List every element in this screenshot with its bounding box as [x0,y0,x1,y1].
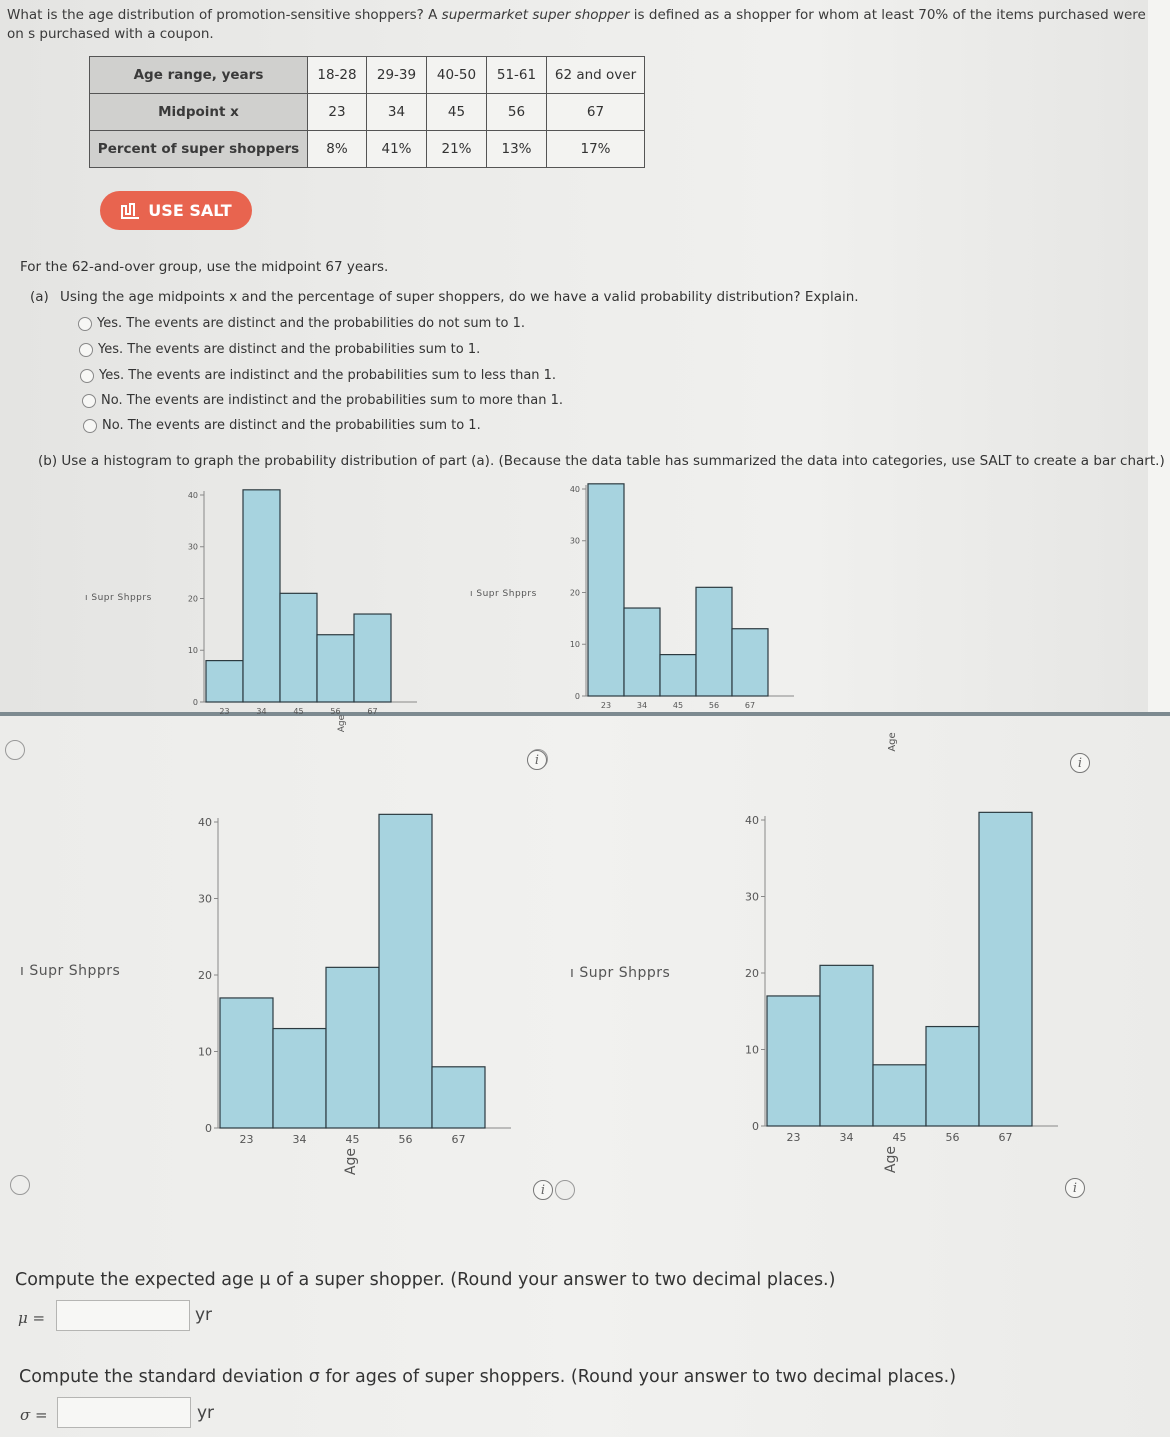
info-icon[interactable]: i [1065,1178,1085,1198]
table-cell: 8% [308,131,367,168]
x-tick-label: 67 [367,707,378,716]
bar [820,965,873,1126]
table-cell: 18-28 [308,57,367,94]
part-a-prompt [30,289,859,305]
x-axis-label: Age [343,1148,359,1176]
upper-panel-edge [1148,0,1170,712]
table-cell: 67 [547,94,645,131]
x-tick-label: 34 [839,1131,854,1144]
y-tick-label: 40 [569,484,580,494]
x-tick-label: 23 [219,707,230,716]
bar [243,490,280,702]
option-label: No. The events are distinct and the probabilities sum to 1. [102,418,481,433]
histogram-option-1[interactable] [80,488,500,758]
mu-input[interactable] [56,1300,190,1331]
table-cell: 29-39 [367,57,427,94]
midpoint-label: Midpoint x [158,104,239,120]
info-icon[interactable]: i [527,750,547,770]
bar [624,608,660,696]
table-row [90,131,645,168]
table-cell: 51-61 [487,57,547,94]
option-label: No. The events are indistinct and the probabilities sum to more than 1. [101,393,564,408]
y-tick-label: 30 [745,890,759,904]
bar [273,1029,326,1128]
radio-button[interactable] [79,343,93,357]
data-table [89,56,645,168]
y-tick-label: 20 [745,966,759,980]
y-tick-label: 10 [569,640,580,650]
bar [588,484,624,696]
x-tick-label: 67 [744,701,756,710]
y-tick-label: 10 [198,1045,212,1059]
y-tick-label: 0 [574,691,580,701]
y-tick-label: 20 [198,968,212,982]
bar [732,629,768,696]
use-salt-button[interactable] [100,191,252,230]
mu-unit: yr [195,1305,213,1325]
x-tick-label: 23 [600,701,612,710]
radio-histogram-5[interactable] [555,1180,575,1200]
info-icon[interactable]: i [1070,753,1090,773]
part-a-label: (a) [30,289,49,305]
bar [220,998,273,1128]
part-b-prompt [38,453,1165,469]
x-tick-label: 34 [256,707,267,716]
radio-button[interactable] [78,317,92,331]
bar [979,812,1032,1126]
table-cell: 40-50 [427,57,487,94]
y-tick-label: 40 [198,815,212,829]
y-tick-label: 10 [745,1043,759,1057]
table-row [90,94,645,131]
use-salt-label: USE SALT [148,201,232,220]
radio-histogram-3[interactable] [5,740,25,760]
x-tick-label: 56 [708,701,720,710]
midpoint-note: For the 62-and-over group, use the midpoint 67 years. [20,259,389,275]
x-tick-label: 56 [945,1131,960,1144]
table-row [90,57,645,94]
y-tick-label: 40 [745,813,759,827]
table-cell: 23 [308,94,367,131]
table-cell: 21% [427,131,487,168]
x-tick-label: 34 [636,701,648,710]
y-tick-label: 40 [187,490,198,500]
intro-term: supermarket super shopper [441,7,630,23]
part-a-text: Using the age midpoints x and the percentage of super shoppers, do we have a valid probability distribution? Explain. [60,289,859,305]
bar [379,814,432,1128]
intro-text-end: is defined as a shopper for whom at least 70% of the items purchased were on s purchased with a coupon. [7,7,1146,42]
x-tick-label: 45 [892,1131,907,1144]
sigma-unit: yr [197,1403,215,1423]
table-header-age-range: Age range, years [90,57,308,94]
option-a5[interactable] [83,418,481,433]
y-tick-label: 30 [569,536,580,546]
x-tick-label: 23 [239,1133,254,1146]
info-icon[interactable]: i [533,1180,553,1200]
part-b-label: (b) [38,453,58,469]
x-tick-label: 56 [330,707,341,716]
radio-button[interactable] [82,394,96,408]
mu-symbol: μ = [18,1309,46,1327]
part-b-text: Use a histogram to graph the probability distribution of part (a). (Because the data table has summarized the data into categories, use SALT to create a bar chart.) [61,453,1165,469]
radio-button[interactable] [83,419,97,433]
table-cell: 41% [367,131,427,168]
question-intro [7,6,1157,44]
y-tick-label: 20 [187,594,198,604]
radio-histogram-4[interactable] [10,1175,30,1195]
sigma-symbol: σ = [20,1406,48,1424]
histogram-option-2[interactable] [465,484,898,754]
bar [926,1027,979,1126]
bar [354,614,391,702]
histogram-option-4[interactable] [565,805,1065,1205]
option-a4[interactable] [82,393,563,408]
histogram-option-3[interactable] [15,805,535,1205]
x-tick-label: 45 [345,1133,360,1146]
bar [696,587,732,696]
x-tick-label: 23 [786,1131,801,1144]
x-axis-label: Age [887,732,898,752]
bar [326,967,379,1128]
y-tick-label: 0 [192,697,198,707]
y-tick-label: 30 [198,892,212,906]
x-tick-label: 45 [672,701,684,710]
table-cell: 45 [427,94,487,131]
x-tick-label: 56 [398,1133,413,1146]
y-axis-label: ı Supr Shpprs [470,589,537,599]
bar [432,1067,485,1128]
bar [873,1065,926,1126]
y-tick-label: 0 [205,1121,212,1135]
mu-prompt: Compute the expected age μ of a super shopper. (Round your answer to two decimal places.) [15,1270,836,1290]
bar [660,655,696,696]
y-tick-label: 0 [752,1119,759,1133]
option-a2[interactable] [79,342,480,357]
table-cell: 62 and over [547,57,645,94]
y-axis-label: ı Supr Shpprs [20,963,121,979]
x-tick-label: 67 [451,1133,466,1146]
table-header-percent: Percent of super shoppers [90,131,308,168]
option-a1[interactable] [78,316,525,331]
radio-button[interactable] [80,369,94,383]
bar [280,593,317,702]
table-cell: 17% [547,131,645,168]
x-axis-label: Age [883,1146,899,1174]
y-tick-label: 30 [187,542,198,552]
option-label: Yes. The events are distinct and the probabilities sum to 1. [98,342,481,357]
table-cell: 34 [367,94,427,131]
table-cell: 56 [487,94,547,131]
option-a3[interactable] [80,368,556,383]
bar [206,661,243,702]
y-tick-label: 10 [187,646,198,656]
y-axis-label: ı Supr Shpprs [85,593,152,603]
option-label: Yes. The events are distinct and the probabilities do not sum to 1. [97,316,526,331]
x-tick-label: 34 [292,1133,307,1146]
option-label: Yes. The events are indistinct and the probabilities sum to less than 1. [99,368,557,383]
table-cell: 13% [487,131,547,168]
x-axis-label: Age [337,714,347,733]
y-axis-label: ı Supr Shpprs [570,965,671,981]
table-header-midpoint [90,94,308,131]
x-tick-label: 67 [998,1131,1013,1144]
bar [767,996,820,1126]
sigma-input[interactable] [57,1397,191,1428]
intro-text: What is the age distribution of promotion-sensitive shoppers? A [7,7,442,23]
bar [317,635,354,702]
sigma-prompt: Compute the standard deviation σ for ages of super shoppers. (Round your answer to two decimal places.) [19,1367,957,1387]
x-tick-label: 45 [293,707,304,716]
y-tick-label: 20 [569,588,580,598]
salt-chart-icon [120,202,140,220]
